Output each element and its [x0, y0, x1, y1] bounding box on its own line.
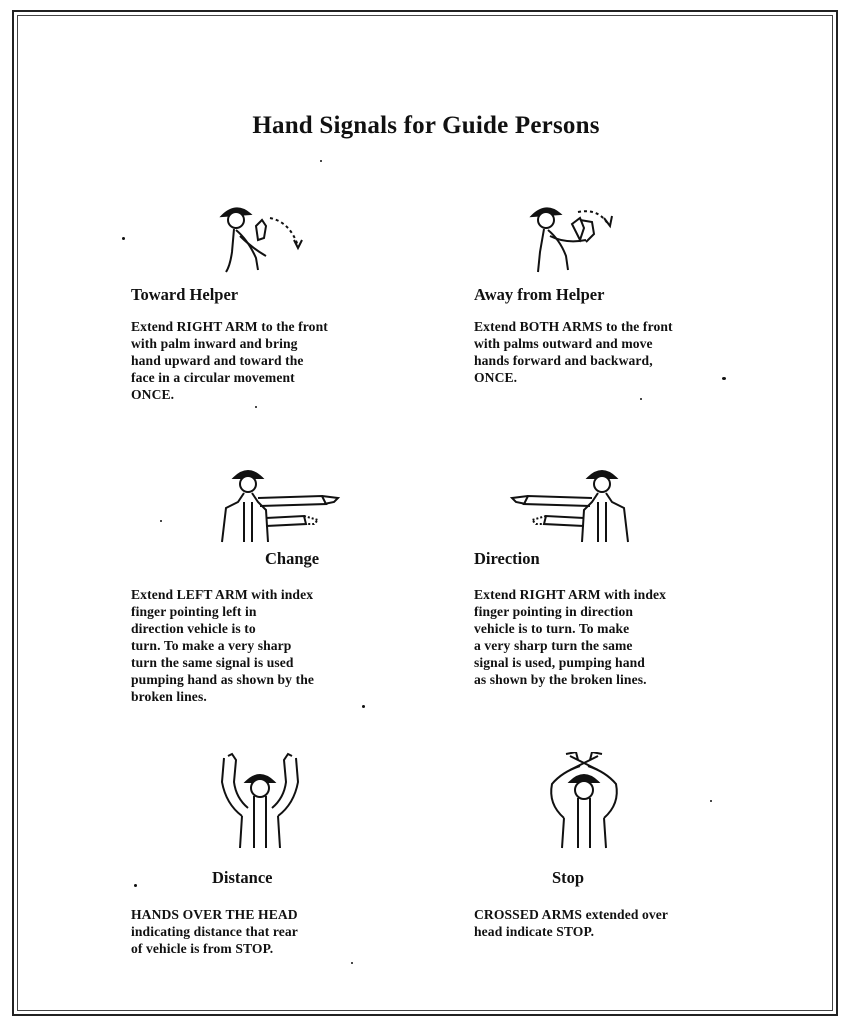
signal-description-stop: CROSSED ARMS extended over head indicate STOP. — [474, 907, 669, 939]
scan-speck — [362, 705, 365, 708]
scan-speck — [640, 398, 642, 400]
signal-description-toward-helper: Extend RIGHT ARM to the front with palm inward and bring hand upward and toward the face in a circular movement ONCE. — [131, 319, 328, 402]
signal-label-away-from-helper: Away from Helper — [474, 285, 605, 304]
signal-description-distance: HANDS OVER THE HEAD indicating distance that rear of vehicle is from STOP. — [131, 907, 298, 956]
scan-speck — [122, 237, 125, 240]
scan-speck — [351, 962, 353, 964]
signal-label-direction: Direction — [474, 549, 540, 568]
helper-away-figure-icon — [526, 200, 626, 280]
page-border-inner — [17, 15, 833, 1011]
signal-label-stop: Stop — [552, 868, 585, 887]
signal-label-change: Change — [265, 549, 320, 568]
signal-description-change: Extend LEFT ARM with index finger pointing left in direction vehicle is to turn. To make a very sharp turn the same signal is used pumping hand as shown by the broken lines. — [131, 587, 314, 704]
hands-up-figure-icon — [218, 752, 302, 850]
crossed-arms-figure-icon — [542, 752, 626, 850]
page-title: Hand Signals for Guide Persons — [252, 112, 600, 139]
pointing-left-figure-icon — [506, 466, 636, 544]
scan-speck — [134, 884, 137, 887]
signal-label-toward-helper: Toward Helper — [131, 285, 239, 304]
scan-speck — [320, 160, 322, 162]
signal-description-direction: Extend RIGHT ARM with index finger pointing in direction vehicle is to turn. To make a very sharp turn the same signal is used, pumping hand as shown by the broken lines. — [474, 587, 667, 687]
scan-speck — [710, 800, 712, 802]
scan-speck — [255, 406, 257, 408]
pointing-right-figure-icon — [214, 466, 344, 544]
signal-description-away-from-helper: Extend BOTH ARMS to the front with palms outward and move hands forward and backward, ONCE. — [474, 319, 673, 385]
scan-speck — [160, 520, 162, 522]
helper-toward-figure-icon — [212, 200, 312, 280]
signal-label-distance: Distance — [212, 868, 273, 887]
scan-speck — [722, 377, 726, 380]
